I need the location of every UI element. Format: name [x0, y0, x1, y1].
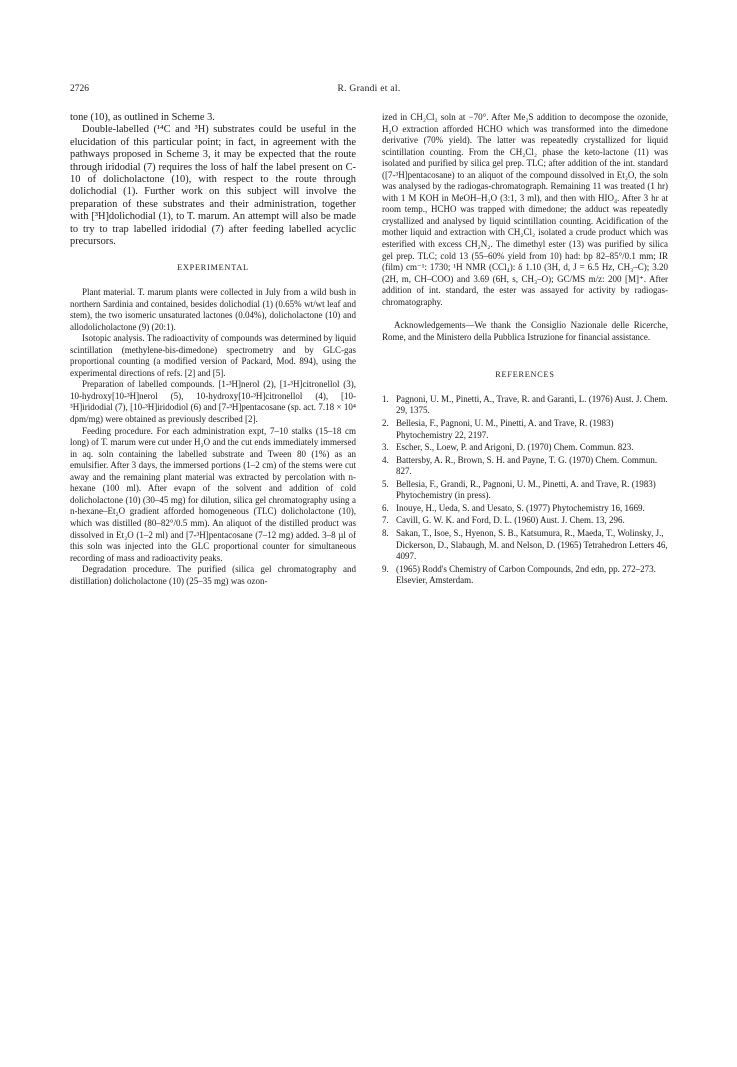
- reference-text: Bellesia, F., Grandi, R., Pagnoni, U. M., Pinetti, A. and Trave, R. (1983) Phytochemistry (in press).: [396, 478, 656, 501]
- reference-item: [382, 442, 668, 454]
- degradation-procedure-paragraph: Degradation procedure. The purified (silica gel chromatography and distillation) dolicholactone (10) (25–35 mg) was ozon-: [70, 564, 356, 586]
- isotopic-analysis-paragraph: Isotopic analysis. The radioactivity of compounds was determined by liquid scintillation (methylene-bis-dimedone) spectrometry and by GLC-gas proportional counting (a modified version of Packard, Mod. 894), using the experimental directions of refs. [2] and [5].: [70, 333, 356, 378]
- reference-text: Bellesia, F., Pagnoni, U. M., Pinetti, A. and Trave, R. (1983) Phytochemistry 22, 2197.: [396, 418, 614, 440]
- references-list: [382, 394, 668, 587]
- reference-text: Pagnoni, U. M., Pinetti, A., Trave, R. and Garanti, L. (1976) Aust. J. Chem. 29, 1375.: [396, 393, 668, 416]
- degradation-continuation-paragraph: ized in CH₂Cl₂ soln at −70°. After Me₂S addition to decompose the ozonide, H₂O extraction afforded HCHO which was transformed into the dimedone derivative (70% yield). The latter was repeatedly crystallized for liquid scintillation counting. From the CH₂Cl₂ phase the keto-lactone (11) was isolated and purified by silica gel prep. TLC; after addition of the int. standard ([7-³H]pentacosane) to an aliquot of the compound dissolved in Et₂O, the soln was analysed by the radiogas-chromatograph. Remaining 11 was treated (1 hr) with 1 M KOH in MeOH–H₂O (3:1, 3 ml), and then with HIO₄. After 3 hr at room temp., HCHO was trapped with dimedone; the adduct was repeatedly crystallized and analysed by liquid scintillation counting. Acidification of the mother liquid and extraction with CH₂Cl₂ isolated a crude product which was esterified with excess CH₂N₂. The dimethyl ester (13) was purified by silica gel prep. TLC; cold 13 (55–60% yield from 10) had: bp 82–85°/0.1 mm; IR (film) cm⁻¹: 1730; ¹H NMR (CCl₄): δ 1.10 (3H, d, J = 6.5 Hz, CH₃–C); 3.20 (2H, m, CH–COO) and 3.69 (6H, s, CH₃–O); GC/MS m/z: 200 [M]⁺. After addition of int. standard, the ester was assayed for activity by radiogas-chromatography.: [382, 112, 668, 307]
- plant-material-paragraph: Plant material. T. marum plants were collected in July from a wild bush in northern Sardinia and contained, besides dolichodial (1) (0.65% wt/wt leaf and stem), the two isomeric unsaturated lactones (0.04%), dolicholactone (10) and allodolicholactone (9) (20:1).: [70, 287, 356, 332]
- reference-item: [382, 503, 668, 515]
- reference-text: (1965) Rodd's Chemistry of Carbon Compounds, 2nd edn, pp. 272–273. Elsevier, Amsterdam.: [396, 563, 656, 586]
- reference-number: 5.: [382, 478, 389, 489]
- reference-number: 2.: [382, 418, 389, 429]
- intro-paragraph: Double-labelled (¹⁴C and ³H) substrates could be useful in the elucidation of this particular point; in fact, in agreement with the pathways proposed in Scheme 3, it may be expected that the route through iridodial (7) requires the loss of half the label present on C-10 of dolicholactone (10), with respect to the route through dolichodial (1). Further work on this subject will involve the preparation of these substrates and their administration, together with [³H]dolichodial (1), to T. marum. An attempt will also be made to try to trap labelled iridodial (7) after feeding labelled acyclic precursors.: [70, 124, 356, 248]
- page-header: [70, 84, 668, 98]
- reference-number: 4.: [382, 454, 389, 465]
- reference-text: Sakan, T., Isoe, S., Hyenon, S. B., Katsumura, R., Maeda, T., Wolinsky, J., Dickerson, D., Slabaugh, M. and Nelson, D. (1965) Tetrahedron Letters 46, 4097.: [396, 527, 668, 562]
- reference-number: 7.: [382, 515, 389, 526]
- left-column: [70, 112, 356, 587]
- page-number: 2726: [70, 84, 89, 94]
- intro-paragraph-continuation: tone (10), as outlined in Scheme 3.: [70, 112, 215, 123]
- reference-item: [382, 418, 668, 441]
- reference-number: 8.: [382, 527, 389, 538]
- reference-text: Battersby, A. R., Brown, S. H. and Payne, T. G. (1970) Chem. Commun. 827.: [396, 454, 658, 477]
- reference-text: Escher, S., Loew, P. and Arigoni, D. (1970) Chem. Commun. 823.: [396, 442, 634, 453]
- reference-item: [382, 479, 668, 502]
- reference-item: [382, 528, 668, 563]
- section-heading-experimental: EXPERIMENTAL: [177, 263, 249, 273]
- reference-number: 3.: [382, 442, 389, 453]
- reference-text: Cavill, G. W. K. and Ford, D. L. (1960) Aust. J. Chem. 13, 296.: [396, 515, 625, 526]
- right-column: [382, 112, 668, 588]
- acknowledgements: Acknowledgements—We thank the Consiglio Nazionale delle Ricerche, Rome, and the Ministero della Pubblica Istruzione for financial assistance.: [382, 320, 668, 342]
- reference-number: 1.: [382, 393, 389, 404]
- running-head: R. Grandi et al.: [337, 84, 401, 94]
- reference-item: [382, 564, 668, 587]
- reference-item: [382, 394, 668, 417]
- reference-item: [382, 515, 668, 527]
- references-heading: REFERENCES: [495, 370, 555, 380]
- reference-item: [382, 455, 668, 478]
- feeding-procedure-paragraph: Feeding procedure. For each administration expt, 7–10 stalks (15–18 cm long) of T. marum were cut under H₂O and the cut ends immediately immersed in aq. soln containing the labelled substrate and Tween 80 (1%) as an emulsifier. After 3 days, the immersed portions (1–2 cm) of the stems were cut away and the remaining plant material was extracted by percolation with n-hexane (100 ml). After evapn of the solvent and addition of cold dolicholactone (10) (30–45 mg) for dilution, silica gel chromatography using a n-hexane–Et₂O gradient afforded homogeneous (TLC) dolicholactone (10), which was distilled (80–82°/0.5 mm). An aliquot of the distilled product was dissolved in Et₂O (1–2 ml) and [7-³H]pentacosane (7–12 mg) added. 3–8 µl of this soln was injected into the GLC proportional counter for simultaneous recording of mass and radioactivity peaks.: [70, 425, 356, 563]
- reference-number: 9.: [382, 563, 389, 574]
- preparation-paragraph: Preparation of labelled compounds. [1-³H]nerol (2), [1-³H]citronellol (3), 10-hydroxy[10-³H]nerol (5), 10-hydroxy[10-³H]citronellol (4), [10-³H]iridodial (7), [10-³H]iridodiol (6) and [7-³H]pentacosane (sp. act. 7.18 × 10⁴ dpm/mg) were obtained as previously described [2].: [70, 379, 356, 425]
- reference-number: 6.: [382, 502, 389, 513]
- reference-text: Inouye, H., Ueda, S. and Uesato, S. (1977) Phytochemistry 16, 1669.: [396, 502, 645, 513]
